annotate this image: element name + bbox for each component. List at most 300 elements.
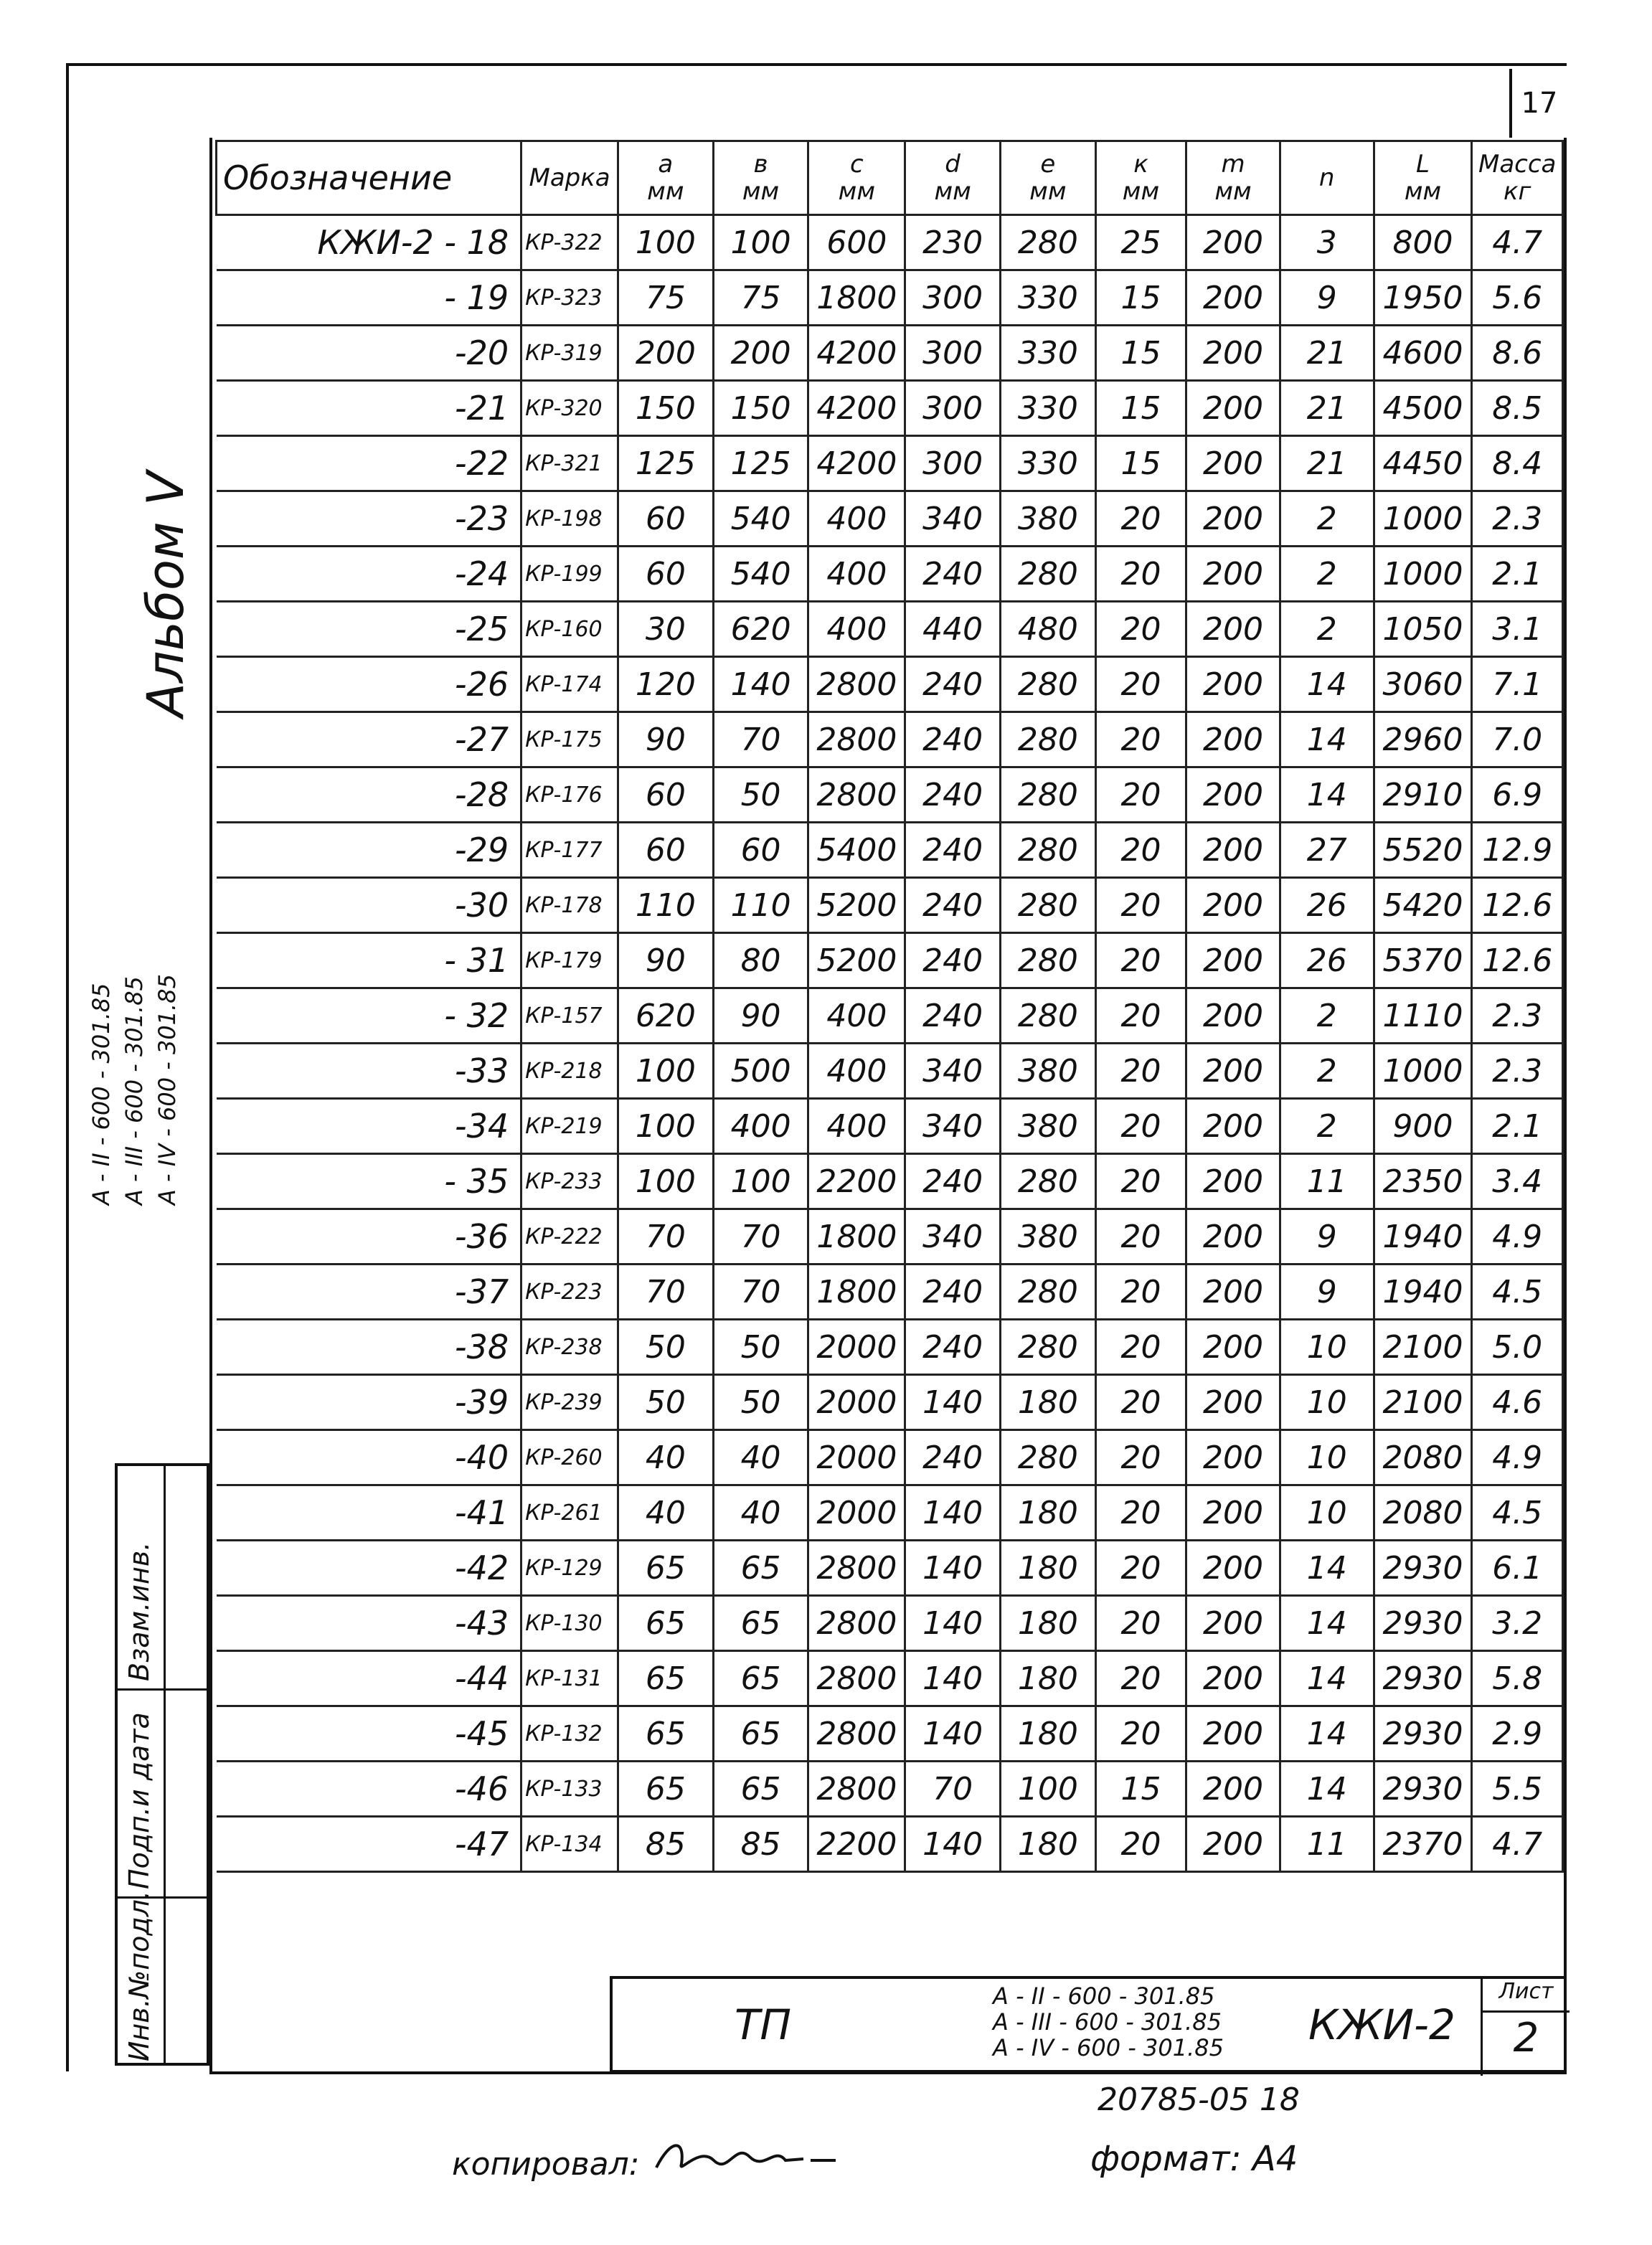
value-cell: 125: [618, 436, 713, 491]
value-cell: 20: [1095, 1485, 1186, 1541]
value-cell: 8.5: [1472, 381, 1563, 436]
value-cell: 150: [618, 381, 713, 436]
value-cell: 6.1: [1472, 1541, 1563, 1596]
value-cell: 20: [1095, 1099, 1186, 1154]
value-cell: 20: [1095, 1430, 1186, 1485]
column-header-label: е: [1040, 150, 1056, 179]
title-sheet-box: [1481, 1979, 1570, 2076]
value-cell: 20: [1095, 712, 1186, 767]
value-cell: 14: [1280, 657, 1374, 712]
value-cell: 2800: [808, 1706, 905, 1762]
mark-cell: КР-322: [521, 215, 618, 270]
title-sheet-value: 2: [1513, 2015, 1539, 2061]
value-cell: 200: [1186, 657, 1280, 712]
value-cell: 340: [905, 491, 1001, 547]
mark-cell: КР-134: [521, 1817, 618, 1872]
value-cell: 230: [905, 215, 1001, 270]
value-cell: 400: [808, 547, 905, 602]
value-cell: 100: [713, 1154, 808, 1209]
value-cell: 110: [618, 878, 713, 933]
value-cell: 200: [1186, 1044, 1280, 1099]
column-header-unit: мм: [838, 177, 875, 206]
value-cell: 20: [1095, 1320, 1186, 1375]
value-cell: 20: [1095, 767, 1186, 823]
value-cell: 10: [1280, 1320, 1374, 1375]
column-header-unit: мм: [647, 177, 684, 206]
mark-cell: КР-218: [521, 1044, 618, 1099]
value-cell: 200: [1186, 933, 1280, 988]
value-cell: 30: [618, 602, 713, 657]
designation-cell: -23: [217, 491, 521, 547]
value-cell: 240: [905, 767, 1001, 823]
table-row: [217, 1762, 1563, 1817]
value-cell: 280: [1000, 878, 1095, 933]
value-cell: 70: [618, 1265, 713, 1320]
mark-cell: КР-321: [521, 436, 618, 491]
value-cell: 3.2: [1472, 1596, 1563, 1651]
value-cell: 20: [1095, 1265, 1186, 1320]
value-cell: 2350: [1374, 1154, 1472, 1209]
value-cell: 180: [1000, 1651, 1095, 1706]
table-row: [217, 491, 1563, 547]
value-cell: 20: [1095, 878, 1186, 933]
value-cell: 14: [1280, 1706, 1374, 1762]
value-cell: 11: [1280, 1817, 1374, 1872]
strip-inv-label: Инв.№подл.: [123, 1890, 155, 2061]
strip-sign-label: Подп.и дата: [123, 1712, 155, 1889]
value-cell: 2: [1280, 547, 1374, 602]
value-cell: 340: [905, 1044, 1001, 1099]
value-cell: 14: [1280, 767, 1374, 823]
value-cell: 9: [1280, 1209, 1374, 1265]
value-cell: 100: [618, 1044, 713, 1099]
table-row: [217, 878, 1563, 933]
value-cell: 60: [618, 491, 713, 547]
mark-cell: КР-199: [521, 547, 618, 602]
value-cell: 4.9: [1472, 1430, 1563, 1485]
value-cell: 65: [713, 1651, 808, 1706]
value-cell: 330: [1000, 326, 1095, 381]
designation-cell: - 31: [217, 933, 521, 988]
column-header: [713, 141, 808, 215]
value-cell: 2800: [808, 1762, 905, 1817]
value-cell: 400: [808, 988, 905, 1044]
value-cell: 200: [713, 326, 808, 381]
value-cell: 65: [618, 1651, 713, 1706]
value-cell: 240: [905, 712, 1001, 767]
project-ref: А - IV - 600 - 301.85: [154, 974, 181, 1205]
value-cell: 14: [1280, 1541, 1374, 1596]
value-cell: 200: [1186, 1706, 1280, 1762]
designation-cell: -27: [217, 712, 521, 767]
value-cell: 300: [905, 326, 1001, 381]
value-cell: 380: [1000, 1209, 1095, 1265]
value-cell: 40: [713, 1430, 808, 1485]
table-row: [217, 436, 1563, 491]
value-cell: 65: [618, 1706, 713, 1762]
value-cell: 2960: [1374, 712, 1472, 767]
value-cell: 240: [905, 878, 1001, 933]
value-cell: 280: [1000, 823, 1095, 878]
value-cell: 2.1: [1472, 1099, 1563, 1154]
value-cell: 5420: [1374, 878, 1472, 933]
value-cell: 50: [618, 1375, 713, 1430]
table-row: [217, 1044, 1563, 1099]
value-cell: 2930: [1374, 1651, 1472, 1706]
table-row: [217, 1265, 1563, 1320]
value-cell: 20: [1095, 1044, 1186, 1099]
value-cell: 200: [1186, 1320, 1280, 1375]
value-cell: 240: [905, 1430, 1001, 1485]
designation-cell: -37: [217, 1265, 521, 1320]
value-cell: 40: [618, 1485, 713, 1541]
value-cell: 14: [1280, 1762, 1374, 1817]
designation-cell: -26: [217, 657, 521, 712]
project-ref: А - III - 600 - 301.85: [121, 976, 148, 1205]
designation-cell: -36: [217, 1209, 521, 1265]
value-cell: 400: [713, 1099, 808, 1154]
table-row: [217, 1706, 1563, 1762]
value-cell: 4200: [808, 436, 905, 491]
designation-cell: -46: [217, 1762, 521, 1817]
value-cell: 300: [905, 436, 1001, 491]
title-block: [610, 1976, 1567, 2073]
column-header: [1186, 141, 1280, 215]
value-cell: 1950: [1374, 270, 1472, 326]
mark-cell: КР-132: [521, 1706, 618, 1762]
value-cell: 15: [1095, 1762, 1186, 1817]
value-cell: 140: [905, 1817, 1001, 1872]
value-cell: 15: [1095, 270, 1186, 326]
value-cell: 4.5: [1472, 1265, 1563, 1320]
value-cell: 20: [1095, 602, 1186, 657]
value-cell: 7.0: [1472, 712, 1563, 767]
value-cell: 3: [1280, 215, 1374, 270]
column-header-label: с: [849, 150, 864, 179]
value-cell: 2800: [808, 767, 905, 823]
value-cell: 26: [1280, 933, 1374, 988]
strip-divider: [118, 1688, 207, 1691]
project-ref: А - II - 600 - 301.85: [88, 983, 115, 1205]
title-tp: ТП: [735, 2000, 792, 2049]
value-cell: 400: [808, 491, 905, 547]
value-cell: 100: [618, 1154, 713, 1209]
value-cell: 21: [1280, 436, 1374, 491]
column-header-unit: мм: [934, 177, 971, 206]
value-cell: 50: [713, 1320, 808, 1375]
value-cell: 20: [1095, 1375, 1186, 1430]
value-cell: 180: [1000, 1817, 1095, 1872]
mark-cell: КР-179: [521, 933, 618, 988]
table-row: [217, 1651, 1563, 1706]
table-row: [217, 1375, 1563, 1430]
column-header-label: Марка: [529, 164, 610, 192]
value-cell: 240: [905, 933, 1001, 988]
value-cell: 1800: [808, 270, 905, 326]
mark-cell: КР-175: [521, 712, 618, 767]
value-cell: 4.7: [1472, 1817, 1563, 1872]
value-cell: 280: [1000, 657, 1095, 712]
designation-cell: -28: [217, 767, 521, 823]
value-cell: 200: [1186, 1209, 1280, 1265]
value-cell: 2200: [808, 1154, 905, 1209]
value-cell: 15: [1095, 326, 1186, 381]
value-cell: 2930: [1374, 1762, 1472, 1817]
value-cell: 200: [1186, 1817, 1280, 1872]
value-cell: 200: [1186, 767, 1280, 823]
value-cell: 200: [1186, 1265, 1280, 1320]
value-cell: 2.3: [1472, 988, 1563, 1044]
value-cell: 27: [1280, 823, 1374, 878]
designation-cell: -33: [217, 1044, 521, 1099]
designation-cell: -45: [217, 1706, 521, 1762]
mark-cell: КР-129: [521, 1541, 618, 1596]
value-cell: 65: [713, 1596, 808, 1651]
value-cell: 400: [808, 1044, 905, 1099]
column-header-unit: мм: [1029, 177, 1067, 206]
value-cell: 200: [1186, 823, 1280, 878]
value-cell: 900: [1374, 1099, 1472, 1154]
column-header: [905, 141, 1001, 215]
column-header-label: Обозначение: [223, 159, 453, 197]
table-row: [217, 547, 1563, 602]
table-row: [217, 1541, 1563, 1596]
value-cell: 40: [618, 1430, 713, 1485]
mark-cell: КР-174: [521, 657, 618, 712]
title-document: КЖИ-2: [1308, 2000, 1455, 2049]
value-cell: 2910: [1374, 767, 1472, 823]
title-sheet-label: Лист: [1483, 1979, 1570, 2013]
value-cell: 14: [1280, 1596, 1374, 1651]
value-cell: 600: [808, 215, 905, 270]
value-cell: 2930: [1374, 1706, 1472, 1762]
value-cell: 1800: [808, 1209, 905, 1265]
strip-divider: [164, 1466, 166, 2063]
value-cell: 140: [905, 1375, 1001, 1430]
value-cell: 5.8: [1472, 1651, 1563, 1706]
value-cell: 70: [713, 1265, 808, 1320]
table-row: [217, 381, 1563, 436]
value-cell: 2: [1280, 1099, 1374, 1154]
value-cell: 65: [618, 1762, 713, 1817]
value-cell: 2.3: [1472, 1044, 1563, 1099]
value-cell: 2000: [808, 1320, 905, 1375]
value-cell: 20: [1095, 547, 1186, 602]
format-label: формат: А4: [1090, 2139, 1298, 2179]
album-label: Альбом V: [136, 471, 195, 717]
value-cell: 10: [1280, 1485, 1374, 1541]
column-header-unit: мм: [1404, 177, 1442, 206]
mark-cell: КР-222: [521, 1209, 618, 1265]
value-cell: 200: [1186, 1651, 1280, 1706]
value-cell: 4.9: [1472, 1209, 1563, 1265]
value-cell: 5200: [808, 878, 905, 933]
value-cell: 85: [618, 1817, 713, 1872]
value-cell: 50: [713, 767, 808, 823]
value-cell: 280: [1000, 767, 1095, 823]
column-header-label: к: [1133, 150, 1148, 179]
mark-cell: КР-157: [521, 988, 618, 1044]
mark-cell: КР-198: [521, 491, 618, 547]
value-cell: 21: [1280, 381, 1374, 436]
value-cell: 280: [1000, 933, 1095, 988]
value-cell: 1000: [1374, 1044, 1472, 1099]
column-header: [217, 141, 521, 215]
value-cell: 200: [1186, 1099, 1280, 1154]
table-row: [217, 823, 1563, 878]
value-cell: 90: [618, 712, 713, 767]
mark-cell: КР-130: [521, 1596, 618, 1651]
empty-row: [217, 1872, 1563, 1938]
value-cell: 200: [1186, 878, 1280, 933]
value-cell: 340: [905, 1209, 1001, 1265]
title-code: А - III - 600 - 301.85: [993, 2008, 1222, 2036]
value-cell: 20: [1095, 1541, 1186, 1596]
value-cell: 140: [905, 1596, 1001, 1651]
value-cell: 12.6: [1472, 933, 1563, 988]
value-cell: 9: [1280, 1265, 1374, 1320]
designation-cell: - 32: [217, 988, 521, 1044]
value-cell: 140: [905, 1541, 1001, 1596]
mark-cell: КР-238: [521, 1320, 618, 1375]
mark-cell: КР-239: [521, 1375, 618, 1430]
value-cell: 200: [1186, 381, 1280, 436]
value-cell: 1940: [1374, 1265, 1472, 1320]
value-cell: 50: [618, 1320, 713, 1375]
value-cell: 200: [1186, 1375, 1280, 1430]
value-cell: 15: [1095, 381, 1186, 436]
designation-cell: -34: [217, 1099, 521, 1154]
table-row: [217, 767, 1563, 823]
value-cell: 1940: [1374, 1209, 1472, 1265]
value-cell: 2.1: [1472, 547, 1563, 602]
value-cell: 90: [713, 988, 808, 1044]
mark-cell: КР-319: [521, 326, 618, 381]
value-cell: 200: [618, 326, 713, 381]
value-cell: 90: [618, 933, 713, 988]
value-cell: 440: [905, 602, 1001, 657]
column-header-unit: мм: [1122, 177, 1160, 206]
value-cell: 240: [905, 1265, 1001, 1320]
column-header: [1374, 141, 1472, 215]
table-row: [217, 1320, 1563, 1375]
value-cell: 2.9: [1472, 1706, 1563, 1762]
value-cell: 5200: [808, 933, 905, 988]
designation-cell: -38: [217, 1320, 521, 1375]
value-cell: 4450: [1374, 436, 1472, 491]
table-row: [217, 933, 1563, 988]
column-header-label: d: [945, 150, 960, 179]
value-cell: 20: [1095, 823, 1186, 878]
value-cell: 26: [1280, 878, 1374, 933]
value-cell: 180: [1000, 1596, 1095, 1651]
column-header: [1000, 141, 1095, 215]
table-row: [217, 1209, 1563, 1265]
table-row: [217, 1154, 1563, 1209]
value-cell: 2800: [808, 712, 905, 767]
value-cell: 200: [1186, 712, 1280, 767]
value-cell: 620: [618, 988, 713, 1044]
designation-cell: -44: [217, 1651, 521, 1706]
mark-cell: КР-177: [521, 823, 618, 878]
value-cell: 280: [1000, 547, 1095, 602]
value-cell: 1000: [1374, 491, 1472, 547]
value-cell: 140: [905, 1651, 1001, 1706]
value-cell: 2: [1280, 491, 1374, 547]
value-cell: 70: [713, 1209, 808, 1265]
mark-cell: КР-160: [521, 602, 618, 657]
value-cell: 140: [905, 1706, 1001, 1762]
value-cell: 2.3: [1472, 491, 1563, 547]
table-row: [217, 1596, 1563, 1651]
value-cell: 75: [618, 270, 713, 326]
value-cell: 2: [1280, 602, 1374, 657]
value-cell: 20: [1095, 988, 1186, 1044]
value-cell: 380: [1000, 1044, 1095, 1099]
value-cell: 5370: [1374, 933, 1472, 988]
value-cell: 65: [713, 1706, 808, 1762]
column-header: [618, 141, 713, 215]
value-cell: 20: [1095, 1154, 1186, 1209]
value-cell: 280: [1000, 215, 1095, 270]
value-cell: 70: [713, 712, 808, 767]
mark-cell: КР-176: [521, 767, 618, 823]
value-cell: 620: [713, 602, 808, 657]
column-header-label: n: [1318, 164, 1335, 192]
value-cell: 2100: [1374, 1375, 1472, 1430]
value-cell: 240: [905, 823, 1001, 878]
value-cell: 65: [713, 1762, 808, 1817]
value-cell: 5.0: [1472, 1320, 1563, 1375]
value-cell: 180: [1000, 1485, 1095, 1541]
value-cell: 65: [713, 1541, 808, 1596]
mark-cell: КР-131: [521, 1651, 618, 1706]
value-cell: 5.6: [1472, 270, 1563, 326]
value-cell: 2200: [808, 1817, 905, 1872]
value-cell: 100: [618, 215, 713, 270]
value-cell: 2: [1280, 1044, 1374, 1099]
designation-cell: - 35: [217, 1154, 521, 1209]
value-cell: 240: [905, 988, 1001, 1044]
value-cell: 2800: [808, 1596, 905, 1651]
value-cell: 2100: [1374, 1320, 1472, 1375]
column-header: [1280, 141, 1374, 215]
value-cell: 5520: [1374, 823, 1472, 878]
column-header: [521, 141, 618, 215]
value-cell: 2000: [808, 1430, 905, 1485]
value-cell: 2000: [808, 1485, 905, 1541]
value-cell: 4600: [1374, 326, 1472, 381]
value-cell: 380: [1000, 491, 1095, 547]
value-cell: 8.6: [1472, 326, 1563, 381]
value-cell: 330: [1000, 381, 1095, 436]
mark-cell: КР-133: [521, 1762, 618, 1817]
value-cell: 200: [1186, 1154, 1280, 1209]
value-cell: 240: [905, 1154, 1001, 1209]
value-cell: 9: [1280, 270, 1374, 326]
table-row: [217, 270, 1563, 326]
mark-cell: КР-260: [521, 1430, 618, 1485]
value-cell: 20: [1095, 657, 1186, 712]
title-codes: [993, 1983, 1224, 2061]
table-header: [217, 141, 1563, 215]
designation-cell: -22: [217, 436, 521, 491]
value-cell: 6.9: [1472, 767, 1563, 823]
value-cell: 60: [713, 823, 808, 878]
designation-cell: -24: [217, 547, 521, 602]
value-cell: 180: [1000, 1541, 1095, 1596]
value-cell: 500: [713, 1044, 808, 1099]
